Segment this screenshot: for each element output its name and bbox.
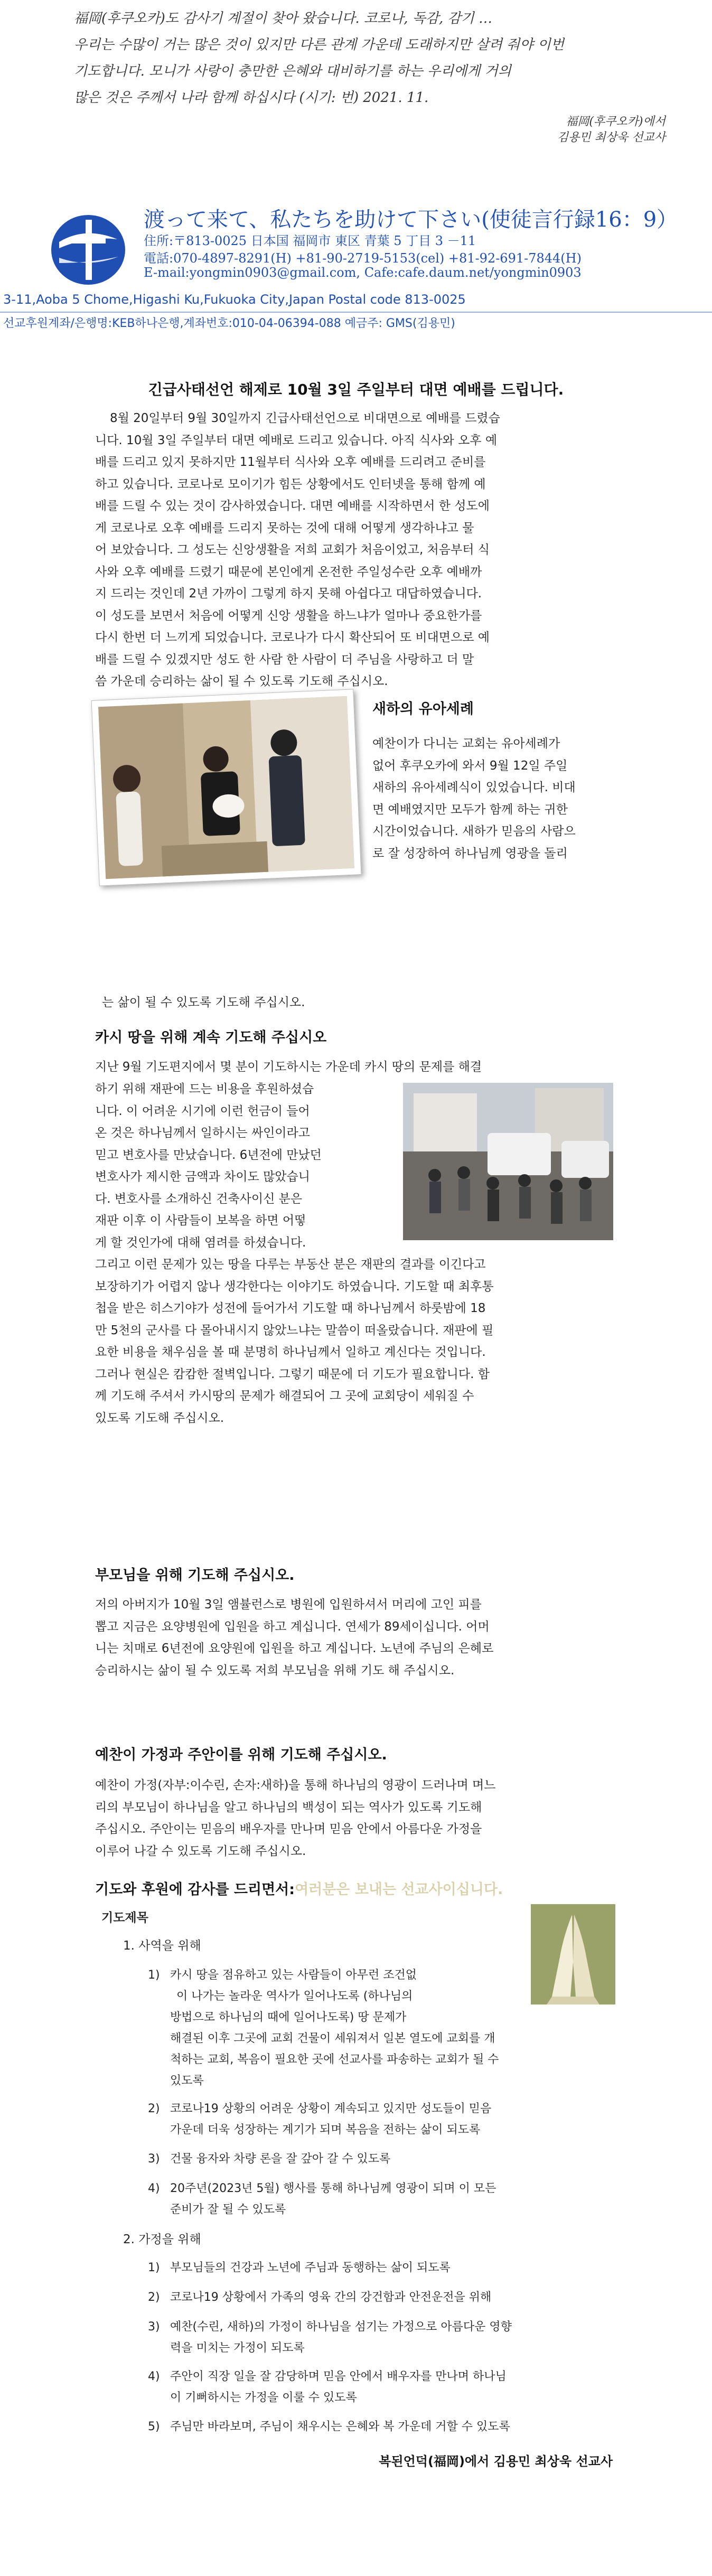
text-line: 첩을 받은 히스기야가 성전에 들어가서 기도할 때 하나님께서 하룻밤에 18	[95, 1301, 486, 1315]
text-line: 새하의 유아세례식이 있었습니다. 비대	[372, 781, 576, 794]
prayer-item	[148, 2287, 160, 2308]
text-line: 이루어 나갈 수 있도록 기도해 주십시오.	[95, 1844, 306, 1858]
text-line: 씀 가운데 승리하는 삶이 될 수 있도록 기도해 주십시오.	[95, 675, 388, 688]
section-title: 카시 땅을 위해 계속 기도해 주십시오	[95, 1029, 327, 1046]
text-line: 가운데 더욱 성장하는 계기가 되며 복음을 전하는 삶이 되도록	[170, 2123, 481, 2137]
signature-line: 김용민 최상욱 선교사	[557, 131, 666, 144]
section-body	[372, 733, 613, 865]
handwritten-line: 기도합니다. 모니가 사랑이 충만한 은혜와 대비하기를 하는 우리에게 거의	[74, 63, 511, 79]
text-line: 있도록	[170, 2074, 204, 2087]
text-line: 변호사가 제시한 금액과 차이도 많았습니	[95, 1170, 310, 1184]
prayer-item	[148, 2416, 160, 2438]
baptism-photo	[91, 689, 362, 886]
text-line: 사와 오후 예배를 드렸기 때문에 본인에게 온전한 주일성수란 오후 예배까	[95, 565, 482, 579]
section-title	[95, 1878, 503, 1898]
prayer-item	[148, 2366, 160, 2387]
handwritten-line: 많은 것은 주께서 나라 함께 하십시다 (시기: 번) 2021. 11.	[74, 90, 429, 106]
text-line: 그러나 현실은 캄캄한 절벽입니다. 그렇기 때문에 더 기도가 필요합니다. 함	[95, 1367, 490, 1381]
text-line: 예찬(수린, 새하)의 가정이 하나님을 섬기는 가정으로 아름다운 영향	[170, 2320, 512, 2334]
item-number: 1)	[148, 2261, 160, 2274]
letterhead-title: 渡って来て、私たちを助けて下さい(使徒言行録16：9）	[144, 208, 678, 232]
section-title: 긴급사태선언 해제로 10월 3일 주일부터 대면 예배를 드립니다.	[148, 381, 564, 398]
text-line: 온 것은 하나님께서 일하시는 싸인이라고	[95, 1126, 310, 1140]
letterhead-address: 住所:〒813-0025 日本国 福岡市 東区 青葉 5 丁目 3 －11	[144, 233, 476, 248]
section-body	[95, 1079, 391, 1254]
section-body	[95, 1594, 613, 1682]
prayer-item-text	[170, 2028, 614, 2092]
text-line: 주십시오. 주안이는 믿음의 배우자를 만나며 믿음 안에서 아름다운 가정을	[95, 1822, 482, 1836]
handwritten-line: 우리는 수많이 거는 많은 것이 있지만 다른 관계 가운데 도래하지만 살려 줘야 이번	[74, 37, 565, 53]
item-number: 2)	[148, 2291, 160, 2304]
text-line: 예찬이 가정(자부:이수린, 손자:새하)을 통해 하나님의 영광이 드러나며 며느	[95, 1778, 496, 1792]
text-line: 이 성도를 보면서 처음에 어떻게 신앙 생활을 하느냐가 얼마나 중요한가를	[95, 608, 482, 623]
text-line: 척하는 교회, 복음이 필요한 곳에 선교사를 파송하는 교회가 될 수	[170, 2053, 499, 2066]
baptism-photo-image	[92, 689, 361, 885]
text-line: 는 삶이 될 수 있도록 기도해 주십시오.	[102, 996, 305, 1009]
text-line: 께 기도해 주셔서 카시땅의 문제가 해결되어 그 곳에 교회당이 세워질 수	[95, 1389, 474, 1403]
thanks-subtitle: 여러분은 보내는 선교사이십니다.	[295, 1881, 503, 1898]
prayer-item-text	[170, 2099, 614, 2141]
text-line: 게 코로나로 오후 예배를 드리지 못하는 것에 대해 어떻게 생각하냐고 물	[95, 521, 474, 535]
section-body	[95, 1775, 613, 1862]
text-line: 주안이 직장 일을 잘 감당하며 믿음 안에서 배우자를 만나며 하나님	[170, 2370, 507, 2383]
text-line: 보장하기가 어렵지 않나 생각한다는 이야기도 하였습니다. 기도할 때 최후통	[95, 1279, 494, 1294]
praying-hands-icon	[531, 1904, 615, 2004]
text-line: 그리고 이런 문제가 있는 땅을 다루는 부동산 분은 재판의 결과를 이긴다고	[95, 1258, 486, 1271]
letterhead-email: E-mail:yongmin0903@gmail.com, Cafe:cafe.daum.net/yongmin0903	[144, 265, 582, 280]
prayer-item	[148, 2099, 160, 2120]
prayer-item-text	[170, 2317, 614, 2359]
text-line: 재판 이후 이 사람들이 보복을 하면 어떻	[95, 1214, 306, 1228]
text-line: 만 5천의 군사를 다 몰아내시지 않았느냐는 말씀이 떠올랐습니다. 재판에 필	[95, 1323, 494, 1337]
support-account: 선교후원계좌/은행명:KEB하나은행,계좌번호:010-04-06394-088 예금주: GMS(김용민)	[3, 317, 455, 330]
text-line: 승리하시는 삶이 될 수 있도록 저희 부모님을 위해 기도 해 주십시오.	[95, 1663, 455, 1678]
prayer-item	[148, 1965, 160, 1986]
group-label: 2. 가정을 위해	[123, 2233, 201, 2246]
text-line: 부모님들의 건강과 노년에 주님과 동행하는 삶이 되도록	[170, 2261, 451, 2274]
prayer-list-heading: 기도제목	[101, 1911, 148, 1925]
text-line: 하고 있습니다. 코로나로 모이기가 힘든 상황에서도 인터넷을 통해 함께 예	[95, 477, 486, 491]
text-line: 방법으로 하나님의 때에 일어나도록) 땅 문제가	[170, 2011, 407, 2024]
handwritten-note	[74, 5, 666, 146]
text-line: 지난 9월 기도편지에서 몇 분이 기도하시는 가운데 카시 땅의 문제를 해결	[95, 1060, 482, 1074]
section-body	[95, 1254, 613, 1429]
text-line: 예찬이가 다니는 교회는 유아세례가	[372, 737, 560, 751]
text-line: 로 잘 성장하여 하나님께 영광을 돌리	[372, 846, 568, 860]
text-line: 다시 한번 더 느끼게 되었습니다. 코로나가 다시 확산되어 또 비대면으로 예	[95, 631, 490, 644]
letterhead-phone: 電話:070-4897-8291(H) +81-90-2719-5153(cel) +81-92-691-7844(H)	[144, 251, 582, 266]
text-line: 면 예배였지만 모두가 함께 하는 귀한	[372, 802, 568, 817]
prayer-item	[148, 2149, 160, 2170]
text-line: 배를 드릴 수 있겠지만 성도 한 사람 한 사람이 더 주님을 사랑하고 더 말	[95, 652, 474, 667]
text-line: 니다. 10월 3일 주일부터 대면 예배로 드리고 있습니다. 아직 식사와 오후 예	[95, 433, 498, 447]
text-line: 믿고 변호사를 만났습니다. 6년전에 만났던	[95, 1148, 322, 1162]
item-number: 5)	[148, 2420, 160, 2433]
handwritten-line: 福岡(후쿠오카)도 감사기 계절이 찾아 왔습니다. 코로나, 독감, 감기 …	[74, 11, 492, 26]
group-label: 1. 사역을 위해	[123, 1939, 201, 1953]
signature-line: 福岡(후쿠오카)에서	[566, 115, 666, 128]
land-photo	[403, 1083, 613, 1240]
prayer-item-text	[170, 2366, 614, 2409]
text-line: 게 할 것인가에 대해 염려를 하셨습니다.	[95, 1235, 306, 1250]
section-title: 부모님을 위해 기도해 주십시오.	[95, 1567, 295, 1584]
text-line: 지 드리는 것인데 2년 가까이 그렇게 하지 못해 아쉽다고 대답하였습니다.	[95, 587, 482, 601]
item-number: 3)	[148, 2320, 160, 2334]
text-line: 코로나19 상황의 어려운 상황이 계속되고 있지만 성도들이 믿음	[170, 2102, 492, 2115]
prayer-item-text	[170, 2149, 614, 2170]
text-line: 니는 치매로 6년전에 요양원에 입원을 하고 계십니다. 노년에 주님의 은혜로	[95, 1642, 494, 1655]
section-body	[95, 408, 613, 693]
text-line: 다. 변호사를 소개하신 건축사이신 분은	[95, 1192, 303, 1206]
prayer-item-text	[170, 2178, 614, 2221]
text-line: 준비가 잘 될 수 있도록	[170, 2203, 286, 2216]
prayer-item-text	[170, 2287, 614, 2308]
item-number: 4)	[148, 2370, 160, 2383]
text-line: 뽑고 지금은 요양병원에 입원을 하고 계십니다. 연세가 89세이십니다. 어머	[95, 1619, 490, 1634]
text-line: 력을 미치는 가정이 되도록	[170, 2341, 305, 2355]
text-line: 건물 융자와 차량 론을 잘 갚아 갈 수 있도록	[170, 2152, 391, 2166]
land-photo-image	[403, 1083, 613, 1240]
text-line: 8월 20일부터 9월 30일까지 긴급사태선언으로 비대면으로 예배를 드렸습	[110, 411, 500, 425]
text-line: 하기 위해 재판에 드는 비용을 후원하셨습	[95, 1082, 314, 1096]
text-line: 배를 드릴 수 있는 것이 감사하였습니다. 대면 예배를 시작하면서 한 성도에	[95, 499, 490, 513]
item-number: 1)	[148, 1969, 160, 1982]
text-line: 20주년(2023년 5월) 행사를 통해 하나님께 영광이 되며 이 모든	[170, 2182, 496, 2195]
prayer-item-text	[170, 1965, 535, 2028]
text-line: 저의 아버지가 10월 3일 앰뷸런스로 병원에 입원하셔서 머리에 고인 피를	[95, 1598, 482, 1612]
text-line: 카시 땅을 점유하고 있는 사람들이 아무런 조건없	[170, 1969, 417, 1982]
text-line: 이 나가는 놀라운 역사가 일어나도록 (하나님의	[176, 1990, 413, 2003]
prayer-item	[148, 2178, 160, 2199]
section-title: 예찬이 가정과 주안이를 위해 기도해 주십시오.	[95, 1747, 387, 1763]
prayer-item	[148, 2317, 160, 2338]
item-number: 3)	[148, 2152, 160, 2166]
prayer-item-text	[170, 2257, 614, 2279]
prayer-item-text	[170, 2416, 614, 2438]
letterhead-divider	[0, 312, 712, 313]
item-number: 4)	[148, 2182, 160, 2195]
text-line: 코로나19 상황에서 가족의 영육 간의 강건함과 안전운전을 위해	[170, 2291, 492, 2304]
text-line: 어 보았습니다. 그 성도는 신앙생활을 저희 교회가 처음이었고, 처음부터 식	[95, 543, 490, 557]
item-number: 2)	[148, 2102, 160, 2115]
letterhead-english-address: 3-11,Aoba 5 Chome,Higashi Ku,Fukuoka City,Japan Postal code 813-0025	[3, 292, 466, 307]
thanks-title: 기도와 후원에 감사를 드리면서:	[95, 1881, 295, 1898]
prayer-item	[148, 2257, 160, 2279]
text-line: 이 기뻐하시는 가정을 이룰 수 있도록	[170, 2391, 357, 2404]
section-title: 새하의 유아세례	[372, 701, 474, 717]
text-line: 해결된 이후 그곳에 교회 건물이 세워져서 일본 열도에 교회를 개	[170, 2032, 495, 2045]
text-line: 요한 비용을 채우심을 볼 때 분명히 하나님께서 일하고 계신다는 것입니다.	[95, 1345, 486, 1359]
text-line: 시간이었습니다. 새하가 믿음의 사람으	[372, 825, 576, 838]
closing-signature: 복된언덕(福岡)에서 김용민 최상욱 선교사	[379, 2454, 613, 2469]
church-logo	[49, 210, 128, 289]
text-line: 있도록 기도해 주십시오.	[95, 1411, 224, 1425]
text-line: 배를 드리고 있지 못하지만 11월부터 식사와 오후 예배를 드리려고 준비를	[95, 455, 486, 469]
text-line: 주님만 바라보며, 주님이 채우시는 은혜와 복 가운데 거할 수 있도록	[170, 2420, 510, 2433]
handwritten-signature	[74, 114, 666, 146]
text-line: 없어 후쿠오카에 와서 9월 12일 주일	[372, 758, 568, 773]
text-line: 리의 부모님이 하나님을 알고 하나님의 백성이 되는 역사가 있도록 기도해	[95, 1800, 482, 1814]
text-line: 니다. 이 어려운 시기에 이런 헌금이 들어	[95, 1104, 310, 1118]
